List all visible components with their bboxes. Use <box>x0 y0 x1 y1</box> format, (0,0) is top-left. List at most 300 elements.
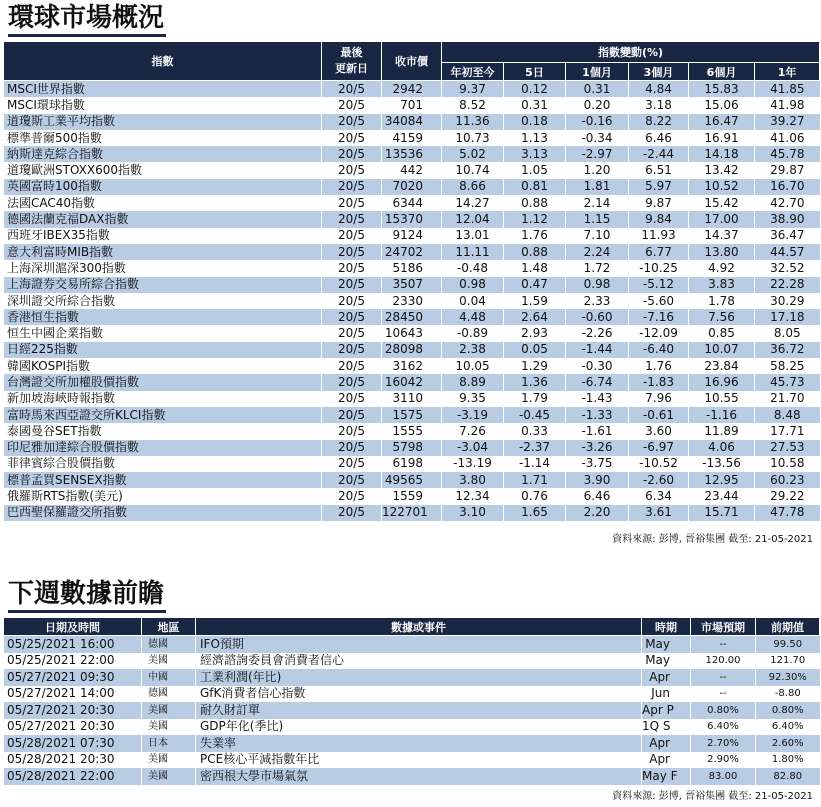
cell-m1: -0.34 <box>566 130 629 146</box>
cell-d5: 0.18 <box>504 114 566 130</box>
source-note-events: 資料來源: 彭博, 晉裕集團 截至: 21-05-2021 <box>612 791 813 802</box>
cell-ytd: 3.80 <box>442 472 504 488</box>
cell-m6: 4.06 <box>689 440 755 456</box>
cell-updated: 20/5 <box>322 179 382 195</box>
cell-d5: 1.65 <box>504 505 566 521</box>
cell-datetime: 05/25/2021 16:00 <box>4 636 142 653</box>
table-row <box>4 488 820 504</box>
cell-m3: 8.22 <box>629 114 689 130</box>
cell-updated: 20/5 <box>322 505 382 521</box>
cell-m1: 0.20 <box>566 97 629 113</box>
cell-d5: 2.93 <box>504 325 566 341</box>
cell-d5: 1.12 <box>504 211 566 227</box>
cell-ytd: 10.74 <box>442 162 504 178</box>
cell-updated: 20/5 <box>322 456 382 472</box>
cell-close: 1575 <box>382 407 442 423</box>
table-row <box>4 260 820 276</box>
cell-y1: 27.53 <box>755 440 820 456</box>
cell-m3: 6.34 <box>629 488 689 504</box>
cell-y1: 44.57 <box>755 244 820 260</box>
table-row <box>4 440 820 456</box>
cell-updated: 20/5 <box>322 293 382 309</box>
cell-updated: 20/5 <box>322 195 382 211</box>
cell-datetime: 05/27/2021 14:00 <box>4 686 142 703</box>
cell-ytd: 9.37 <box>442 81 504 98</box>
cell-event: GDP年化(季比) <box>196 719 642 736</box>
cell-m6: 23.84 <box>689 358 755 374</box>
cell-event: PCE核心平減指數年比 <box>196 752 642 769</box>
cell-updated: 20/5 <box>322 146 382 162</box>
cell-m6: 15.06 <box>689 97 755 113</box>
cell-forecast: -- <box>691 686 756 703</box>
cell-ytd: 12.04 <box>442 211 504 227</box>
table-row <box>4 423 820 439</box>
cell-m3: -10.25 <box>629 260 689 276</box>
cell-m1: -1.61 <box>566 423 629 439</box>
cell-y1: 17.18 <box>755 309 820 325</box>
cell-d5: 1.29 <box>504 358 566 374</box>
cell-m6: 16.47 <box>689 114 755 130</box>
cell-close: 701 <box>382 97 442 113</box>
cell-index-name: 標普孟買SENSEX指數 <box>4 472 322 488</box>
cell-y1: 60.23 <box>755 472 820 488</box>
cell-m1: 0.31 <box>566 81 629 98</box>
cell-close: 5798 <box>382 440 442 456</box>
cell-y1: 41.98 <box>755 97 820 113</box>
cell-index-name: 泰國曼谷SET指數 <box>4 423 322 439</box>
cell-m1: 1.81 <box>566 179 629 195</box>
cell-m3: 5.97 <box>629 179 689 195</box>
cell-m6: 10.07 <box>689 342 755 358</box>
cell-index-name: 意大利富時MIB指數 <box>4 244 322 260</box>
cell-m1: 7.10 <box>566 228 629 244</box>
cell-d5: 1.13 <box>504 130 566 146</box>
cell-m3: 7.96 <box>629 391 689 407</box>
table-row <box>4 244 820 260</box>
cell-close: 5186 <box>382 260 442 276</box>
cell-event: GfK消費者信心指數 <box>196 686 642 703</box>
cell-datetime: 05/27/2021 20:30 <box>4 719 142 736</box>
cell-y1: 45.78 <box>755 146 820 162</box>
cell-close: 16042 <box>382 374 442 390</box>
cell-event: 耐久財訂單 <box>196 702 642 719</box>
cell-updated: 20/5 <box>322 407 382 423</box>
cell-updated: 20/5 <box>322 472 382 488</box>
cell-y1: 30.29 <box>755 293 820 309</box>
cell-ytd: 8.52 <box>442 97 504 113</box>
table-row <box>4 293 820 309</box>
cell-m3: -10.52 <box>629 456 689 472</box>
col-header-updated: 最後 更新日 <box>322 42 382 81</box>
table-row <box>4 456 820 472</box>
cell-updated: 20/5 <box>322 309 382 325</box>
col-header-index: 指數 <box>4 42 322 81</box>
table-row <box>4 195 820 211</box>
cell-datetime: 05/27/2021 20:30 <box>4 702 142 719</box>
next-week-events-table <box>3 617 820 785</box>
cell-previous: 99.50 <box>756 636 820 653</box>
cell-updated: 20/5 <box>322 97 382 113</box>
table-row <box>4 686 820 703</box>
cell-datetime: 05/25/2021 22:00 <box>4 653 142 670</box>
cell-index-name: 上海證券交易所綜合指數 <box>4 277 322 293</box>
cell-period: Apr <box>642 669 691 686</box>
cell-updated: 20/5 <box>322 211 382 227</box>
cell-m3: -0.61 <box>629 407 689 423</box>
cell-m1: -0.16 <box>566 114 629 130</box>
cell-forecast: 6.40% <box>691 719 756 736</box>
cell-period: May F <box>642 768 691 785</box>
cell-event: 失業率 <box>196 735 642 752</box>
cell-ytd: 10.73 <box>442 130 504 146</box>
cell-previous: -8.80 <box>756 686 820 703</box>
cell-d5: 0.81 <box>504 179 566 195</box>
cell-m6: 11.89 <box>689 423 755 439</box>
cell-ytd: 12.34 <box>442 488 504 504</box>
cell-previous: 0.80% <box>756 702 820 719</box>
cell-period: Apr <box>642 752 691 769</box>
cell-y1: 32.52 <box>755 260 820 276</box>
cell-m6: 10.52 <box>689 179 755 195</box>
cell-m6: 0.85 <box>689 325 755 341</box>
cell-d5: 0.76 <box>504 488 566 504</box>
cell-y1: 8.48 <box>755 407 820 423</box>
cell-d5: 1.05 <box>504 162 566 178</box>
cell-d5: 0.33 <box>504 423 566 439</box>
cell-m3: 6.77 <box>629 244 689 260</box>
cell-ytd: 5.02 <box>442 146 504 162</box>
cell-d5: -1.14 <box>504 456 566 472</box>
cell-m6: 14.37 <box>689 228 755 244</box>
cell-event: 經濟諮詢委員會消費者信心 <box>196 653 642 670</box>
table-row <box>4 114 820 130</box>
cell-ytd: 0.04 <box>442 293 504 309</box>
cell-y1: 17.71 <box>755 423 820 439</box>
cell-m6: -1.16 <box>689 407 755 423</box>
table-row <box>4 472 820 488</box>
cell-updated: 20/5 <box>322 488 382 504</box>
cell-close: 34084 <box>382 114 442 130</box>
cell-m6: 23.44 <box>689 488 755 504</box>
cell-index-name: 上海深圳滬深300指數 <box>4 260 322 276</box>
cell-close: 15370 <box>382 211 442 227</box>
cell-d5: 1.59 <box>504 293 566 309</box>
cell-period: May <box>642 636 691 653</box>
cell-ytd: -0.89 <box>442 325 504 341</box>
cell-close: 24702 <box>382 244 442 260</box>
cell-ytd: 8.66 <box>442 179 504 195</box>
cell-close: 28098 <box>382 342 442 358</box>
cell-y1: 42.70 <box>755 195 820 211</box>
cell-y1: 10.58 <box>755 456 820 472</box>
cell-m1: 3.90 <box>566 472 629 488</box>
cell-datetime: 05/28/2021 07:30 <box>4 735 142 752</box>
cell-d5: 0.05 <box>504 342 566 358</box>
cell-m1: 1.15 <box>566 211 629 227</box>
cell-forecast: 120.00 <box>691 653 756 670</box>
cell-index-name: 菲律賓綜合股價指數 <box>4 456 322 472</box>
cell-forecast: -- <box>691 669 756 686</box>
cell-region: 美國 <box>142 752 196 769</box>
cell-m3: -5.12 <box>629 277 689 293</box>
table-row <box>4 342 820 358</box>
col-header-event: 數據或事件 <box>196 618 642 636</box>
cell-period: Apr P <box>642 702 691 719</box>
cell-index-name: 西班牙IBEX35指數 <box>4 228 322 244</box>
table-row <box>4 130 820 146</box>
col-header-period: 時期 <box>642 618 691 636</box>
table-row <box>4 162 820 178</box>
cell-updated: 20/5 <box>322 277 382 293</box>
cell-m6: 16.96 <box>689 374 755 390</box>
table-row <box>4 768 820 785</box>
cell-ytd: -0.48 <box>442 260 504 276</box>
cell-d5: 0.31 <box>504 97 566 113</box>
cell-updated: 20/5 <box>322 130 382 146</box>
cell-y1: 41.85 <box>755 81 820 98</box>
cell-ytd: 10.05 <box>442 358 504 374</box>
cell-previous: 1.80% <box>756 752 820 769</box>
cell-m3: 9.84 <box>629 211 689 227</box>
cell-d5: 1.76 <box>504 228 566 244</box>
cell-ytd: 11.11 <box>442 244 504 260</box>
cell-region: 美國 <box>142 702 196 719</box>
cell-m3: 9.87 <box>629 195 689 211</box>
cell-d5: 0.47 <box>504 277 566 293</box>
cell-m6: 10.55 <box>689 391 755 407</box>
cell-close: 7020 <box>382 179 442 195</box>
cell-y1: 45.73 <box>755 374 820 390</box>
cell-ytd: -3.04 <box>442 440 504 456</box>
cell-updated: 20/5 <box>322 325 382 341</box>
cell-forecast: 2.70% <box>691 735 756 752</box>
table-row <box>4 653 820 670</box>
market-overview-table <box>3 41 820 521</box>
cell-updated: 20/5 <box>322 440 382 456</box>
cell-updated: 20/5 <box>322 423 382 439</box>
cell-d5: 3.13 <box>504 146 566 162</box>
cell-ytd: 13.01 <box>442 228 504 244</box>
cell-close: 13536 <box>382 146 442 162</box>
cell-region: 中國 <box>142 669 196 686</box>
cell-forecast: 83.00 <box>691 768 756 785</box>
cell-m3: 11.93 <box>629 228 689 244</box>
cell-y1: 38.90 <box>755 211 820 227</box>
cell-region: 德國 <box>142 636 196 653</box>
table-row <box>4 325 820 341</box>
cell-d5: 1.36 <box>504 374 566 390</box>
col-header-3m: 3個月 <box>629 63 689 81</box>
cell-m1: -0.30 <box>566 358 629 374</box>
col-header-5d: 5日 <box>504 63 566 81</box>
cell-close: 9124 <box>382 228 442 244</box>
table-row <box>4 309 820 325</box>
col-header-1y: 1年 <box>755 63 820 81</box>
cell-datetime: 05/28/2021 22:00 <box>4 768 142 785</box>
cell-event: 工業利潤(年比) <box>196 669 642 686</box>
cell-forecast: -- <box>691 636 756 653</box>
cell-index-name: 恒生中國企業指數 <box>4 325 322 341</box>
cell-index-name: 印尼雅加達綜合股價指數 <box>4 440 322 456</box>
cell-close: 2942 <box>382 81 442 98</box>
cell-m6: 1.78 <box>689 293 755 309</box>
col-header-close: 收市價 <box>382 42 442 81</box>
cell-forecast: 2.90% <box>691 752 756 769</box>
cell-y1: 29.22 <box>755 488 820 504</box>
col-header-ytd: 年初至今 <box>442 63 504 81</box>
cell-m3: -12.09 <box>629 325 689 341</box>
cell-index-name: MSCI環球指數 <box>4 97 322 113</box>
cell-m3: 3.61 <box>629 505 689 521</box>
cell-m3: -6.97 <box>629 440 689 456</box>
cell-ytd: 11.36 <box>442 114 504 130</box>
cell-y1: 21.70 <box>755 391 820 407</box>
cell-index-name: 韓國KOSPI指數 <box>4 358 322 374</box>
cell-y1: 39.27 <box>755 114 820 130</box>
cell-d5: -2.37 <box>504 440 566 456</box>
cell-d5: 1.71 <box>504 472 566 488</box>
cell-m6: 17.00 <box>689 211 755 227</box>
cell-m6: -13.56 <box>689 456 755 472</box>
cell-m3: -1.83 <box>629 374 689 390</box>
cell-index-name: 納斯達克綜合指數 <box>4 146 322 162</box>
cell-period: Apr <box>642 735 691 752</box>
cell-updated: 20/5 <box>322 228 382 244</box>
cell-updated: 20/5 <box>322 391 382 407</box>
table-row <box>4 702 820 719</box>
cell-ytd: -13.19 <box>442 456 504 472</box>
cell-index-name: 道瓊斯工業平均指數 <box>4 114 322 130</box>
cell-m1: 6.46 <box>566 488 629 504</box>
cell-ytd: 2.38 <box>442 342 504 358</box>
cell-close: 6198 <box>382 456 442 472</box>
cell-updated: 20/5 <box>322 244 382 260</box>
cell-y1: 8.05 <box>755 325 820 341</box>
cell-y1: 29.87 <box>755 162 820 178</box>
table-row <box>4 277 820 293</box>
cell-m6: 15.83 <box>689 81 755 98</box>
table-row <box>4 391 820 407</box>
cell-index-name: MSCI世界指數 <box>4 81 322 98</box>
cell-updated: 20/5 <box>322 358 382 374</box>
cell-y1: 36.47 <box>755 228 820 244</box>
cell-m1: 1.20 <box>566 162 629 178</box>
cell-period: Jun <box>642 686 691 703</box>
table-row <box>4 374 820 390</box>
cell-index-name: 日經225指數 <box>4 342 322 358</box>
cell-d5: 1.48 <box>504 260 566 276</box>
cell-close: 3162 <box>382 358 442 374</box>
cell-close: 1555 <box>382 423 442 439</box>
table-row <box>4 407 820 423</box>
cell-close: 4159 <box>382 130 442 146</box>
cell-m3: 6.51 <box>629 162 689 178</box>
cell-index-name: 道瓊歐洲STOXX600指數 <box>4 162 322 178</box>
cell-updated: 20/5 <box>322 342 382 358</box>
source-note-market: 資料來源: 彭博, 晉裕集團 截至: 21-05-2021 <box>612 534 813 545</box>
cell-ytd: 14.27 <box>442 195 504 211</box>
cell-y1: 36.72 <box>755 342 820 358</box>
cell-close: 10643 <box>382 325 442 341</box>
cell-m3: -7.16 <box>629 309 689 325</box>
cell-index-name: 巴西聖保羅證交所指數 <box>4 505 322 521</box>
cell-m1: 2.14 <box>566 195 629 211</box>
cell-ytd: 8.89 <box>442 374 504 390</box>
cell-event: 密西根大學市場氣氛 <box>196 768 642 785</box>
cell-index-name: 深圳證交所綜合指數 <box>4 293 322 309</box>
cell-m1: -1.44 <box>566 342 629 358</box>
cell-y1: 41.06 <box>755 130 820 146</box>
cell-m3: -5.60 <box>629 293 689 309</box>
cell-index-name: 法國CAC40指數 <box>4 195 322 211</box>
table-row <box>4 669 820 686</box>
cell-m3: -2.44 <box>629 146 689 162</box>
table-row <box>4 636 820 653</box>
cell-datetime: 05/27/2021 09:30 <box>4 669 142 686</box>
table-row <box>4 752 820 769</box>
cell-index-name: 富時馬來西亞證交所KLCI指數 <box>4 407 322 423</box>
cell-previous: 121.70 <box>756 653 820 670</box>
cell-close: 28450 <box>382 309 442 325</box>
cell-close: 442 <box>382 162 442 178</box>
cell-previous: 6.40% <box>756 719 820 736</box>
cell-index-name: 標準普爾500指數 <box>4 130 322 146</box>
cell-m1: 2.24 <box>566 244 629 260</box>
cell-y1: 22.28 <box>755 277 820 293</box>
cell-close: 3507 <box>382 277 442 293</box>
cell-d5: 0.88 <box>504 244 566 260</box>
cell-m6: 13.80 <box>689 244 755 260</box>
cell-m3: 6.46 <box>629 130 689 146</box>
cell-d5: 0.12 <box>504 81 566 98</box>
cell-m1: -2.26 <box>566 325 629 341</box>
col-header-region: 地區 <box>142 618 196 636</box>
cell-d5: 0.88 <box>504 195 566 211</box>
cell-m3: 3.60 <box>629 423 689 439</box>
cell-m6: 16.91 <box>689 130 755 146</box>
table-row <box>4 97 820 113</box>
cell-m1: -3.75 <box>566 456 629 472</box>
table-row <box>4 735 820 752</box>
cell-updated: 20/5 <box>322 260 382 276</box>
cell-event: IFO預期 <box>196 636 642 653</box>
cell-m6: 14.18 <box>689 146 755 162</box>
cell-previous: 82.80 <box>756 768 820 785</box>
cell-m6: 4.92 <box>689 260 755 276</box>
col-header-datetime: 日期及時間 <box>4 618 142 636</box>
cell-m1: -1.43 <box>566 391 629 407</box>
table-row <box>4 358 820 374</box>
cell-ytd: 4.48 <box>442 309 504 325</box>
cell-m1: -2.97 <box>566 146 629 162</box>
cell-m1: 1.72 <box>566 260 629 276</box>
col-header-previous: 前期值 <box>756 618 820 636</box>
cell-m1: -0.60 <box>566 309 629 325</box>
cell-close: 49565 <box>382 472 442 488</box>
section-title-market-overview: 環球市場概況 <box>8 2 166 37</box>
cell-period: 1Q S <box>642 719 691 736</box>
cell-region: 美國 <box>142 653 196 670</box>
col-header-change-group: 指數變動(%) <box>442 42 820 63</box>
cell-index-name: 台灣證交所加權股價指數 <box>4 374 322 390</box>
cell-ytd: 3.10 <box>442 505 504 521</box>
cell-close: 3110 <box>382 391 442 407</box>
cell-close: 1559 <box>382 488 442 504</box>
table-row <box>4 505 820 521</box>
cell-m1: 2.20 <box>566 505 629 521</box>
cell-m6: 15.42 <box>689 195 755 211</box>
section-title-next-week: 下週數據前瞻 <box>8 578 166 613</box>
